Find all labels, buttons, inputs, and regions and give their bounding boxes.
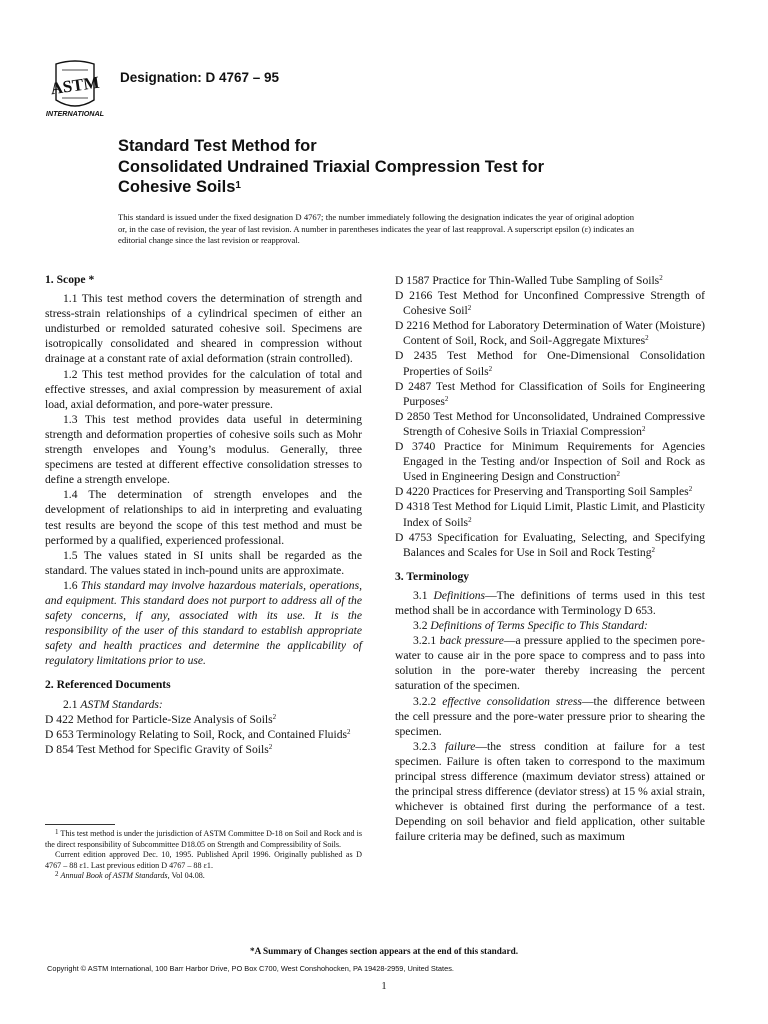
paragraph-1-1: 1.1 This test method covers the determination of strength and stress-strain relationships of a cylindrical specimen of either an undisturbed or remolded saturated cohesive soil. Specimens are isotropically consolidated and sheared in compression without drainage at a constant rate of axial deformation (strain controlled). bbox=[45, 292, 362, 366]
reference-item: D 854 Test Method for Specific Gravity of Soils$^2$ bbox=[45, 742, 273, 756]
paragraph-1-3: 1.3 This test method provides data useful in determining strength and deformation properties of cohesive soils such as Mohr strength envelopes and Young’s modulus. Generally, three specimens are tested at different effective consolidation stresses to define a strength envelope. bbox=[45, 412, 362, 487]
reference-item: D 2166 Test Method for Unconfined Compressive Strength of Cohesive Soil$^2$ bbox=[395, 289, 705, 318]
title-line-3: Cohesive Soils$^1$ bbox=[118, 178, 241, 196]
copyright-line: Copyright © ASTM International, 100 Barr Harbor Drive, PO Box C700, West Conshohocken, PA 19428-2959, United States. bbox=[47, 964, 454, 973]
page-number: 1 bbox=[381, 981, 387, 992]
footnote-1-current-edition: Current edition approved Dec. 10, 1995. Published April 1996. Originally published as D 4767 – 88 ε1. Last previous edition D 4767 – 88 ε1. bbox=[45, 850, 362, 870]
footnote-1: $^1$ This test method is under the jurisdiction of ASTM Committee D-18 on Soil and Rock and is the direct responsibility of Subcommittee D18.05 on Strength and Compressibility of Soils. bbox=[45, 828, 362, 849]
paragraph-3-1: 3.1 Definitions—The definitions of terms used in this test method shall be in accordance with Terminology D 653. bbox=[395, 588, 705, 617]
reference-item: D 4318 Test Method for Liquid Limit, Plastic Limit, and Plasticity Index of Soils$^2$ bbox=[395, 500, 705, 529]
title-line-2: Consolidated Undrained Triaxial Compression Test for bbox=[118, 157, 545, 176]
reference-list-left bbox=[45, 712, 362, 757]
reference-item: D 4753 Specification for Evaluating, Selecting, and Specifying Balances and Scales for Use in Soil and Rock Testing$^2$ bbox=[395, 530, 705, 559]
paragraph-3-2-1: 3.2.1 back pressure—a pressure applied to the specimen pore-water to cause air in the pore space to compress and to pass into solution in the pore-water thereby increasing the percent saturation of the specimen. bbox=[395, 634, 706, 693]
footnote-rule bbox=[45, 824, 115, 825]
title-line-1: Standard Test Method for bbox=[118, 137, 317, 155]
reference-item: D 2487 Test Method for Classification of Soils for Engineering Purposes$^2$ bbox=[395, 379, 705, 408]
logo-international-text: INTERNATIONAL bbox=[45, 109, 105, 118]
reference-item: D 2850 Test Method for Unconsolidated, Undrained Compressive Strength of Cohesive Soils in Triaxial Compression$^2$ bbox=[395, 409, 705, 438]
reference-item: D 3740 Practice for Minimum Requirements for Agencies Engaged in the Testing and/or Inspection of Soil and Rock as Used in Engineering Design and Construction$^2$ bbox=[395, 440, 705, 484]
safety-caveat: This standard may involve hazardous materials, operations, and equipment. This standard does not purport to address all of the safety concerns, if any, associated with its use. It is the responsibility of the user of this standard to establish appropriate safety and health practices and determine the applicability of regulatory limitations prior to use. bbox=[45, 578, 362, 668]
astm-logo bbox=[34, 60, 116, 120]
standard-issuance-note: This standard is issued under the fixed designation D 4767; the number immediately following the designation indicates the year of original adoption or, in the case of revision, the year of last revision. A number in parentheses indicates the year of last reapproval. A superscript epsilon (ε) indicates an editorial change since the last revision or reapproval. bbox=[118, 212, 634, 245]
reference-item: D 2216 Method for Laboratory Determination of Water (Moisture) Content of Soil, Rock, and Soil-Aggregate Mixtures$^2$ bbox=[395, 319, 705, 348]
footnotes bbox=[45, 824, 362, 882]
section-heading-referenced-documents: 2. Referenced Documents bbox=[45, 678, 171, 692]
paragraph-1-4: 1.4 The determination of strength envelopes and the development of relationships to aid in interpreting and evaluating test results are beyond the scope of this test method and must be performed by a qualified, experienced professional. bbox=[45, 488, 362, 547]
astm-standards-label: 2.1 ASTM Standards: bbox=[63, 697, 163, 711]
reference-list-right bbox=[395, 273, 705, 560]
paragraph-1-6: 1.6 This standard may involve hazardous materials, operations, and equipment. This standard does not purport to address all of the safety concerns, if any, associated with its use. It is the responsibility of the user of this standard to establish appropriate safety and health practices and determine the applicability of regulatory limitations prior to use. bbox=[45, 578, 362, 668]
designation: Designation: D 4767 – 95 bbox=[120, 70, 280, 85]
svg-text:ASTM: ASTM bbox=[49, 72, 101, 99]
footnote-2: $^2$ Annual Book of ASTM Standards, Vol 04.08. bbox=[55, 870, 205, 881]
reference-item: D 2435 Test Method for One-Dimensional Consolidation Properties of Soils$^2$ bbox=[395, 349, 705, 378]
left-column bbox=[45, 272, 362, 757]
paragraph-3-2-2: 3.2.2 effective consolidation stress—the difference between the cell pressure and the pore-water pressure prior to shearing the specimen. bbox=[395, 694, 706, 738]
reference-item: D 422 Method for Particle-Size Analysis of Soils$^2$ bbox=[45, 712, 277, 726]
paragraph-1-2: 1.2 This test method provides for the calculation of total and effective stresses, and axial compression by measurement of axial load, axial deformation, and pore-water pressure. bbox=[45, 367, 362, 411]
section-heading-terminology: 3. Terminology bbox=[395, 569, 470, 583]
paragraph-3-2-3: 3.2.3 failure—the stress condition at failure for a test specimen. Failure is often taken to correspond to the maximum principal stress difference (maximum deviator stress) attained or the principal stress difference (deviator stress) at 15 % axial strain, whichever is obtained first during the performance of a test. Depending on soil behavior and field application, other suitable failure criteria may be defined, such as maximum bbox=[395, 739, 705, 844]
summary-of-changes-note: *A Summary of Changes section appears at the end of this standard. bbox=[250, 946, 518, 956]
reference-item: D 653 Terminology Relating to Soil, Rock, and Contained Fluids$^2$ bbox=[45, 727, 351, 741]
document-title bbox=[118, 136, 544, 198]
paragraph-3-2: 3.2 Definitions of Terms Specific to This Standard: bbox=[413, 619, 648, 633]
right-column bbox=[395, 273, 705, 844]
reference-item: D 1587 Practice for Thin-Walled Tube Sampling of Soils$^2$ bbox=[395, 274, 663, 287]
title-footnote-mark: 1 bbox=[235, 180, 241, 191]
section-heading-scope: 1. Scope * bbox=[45, 273, 95, 286]
reference-item: D 4220 Practices for Preserving and Transporting Soil Samples$^2$ bbox=[395, 485, 693, 499]
paragraph-1-5: 1.5 The values stated in SI units shall be regarded as the standard. The values stated in inch-pound units are approximate. bbox=[45, 548, 362, 577]
